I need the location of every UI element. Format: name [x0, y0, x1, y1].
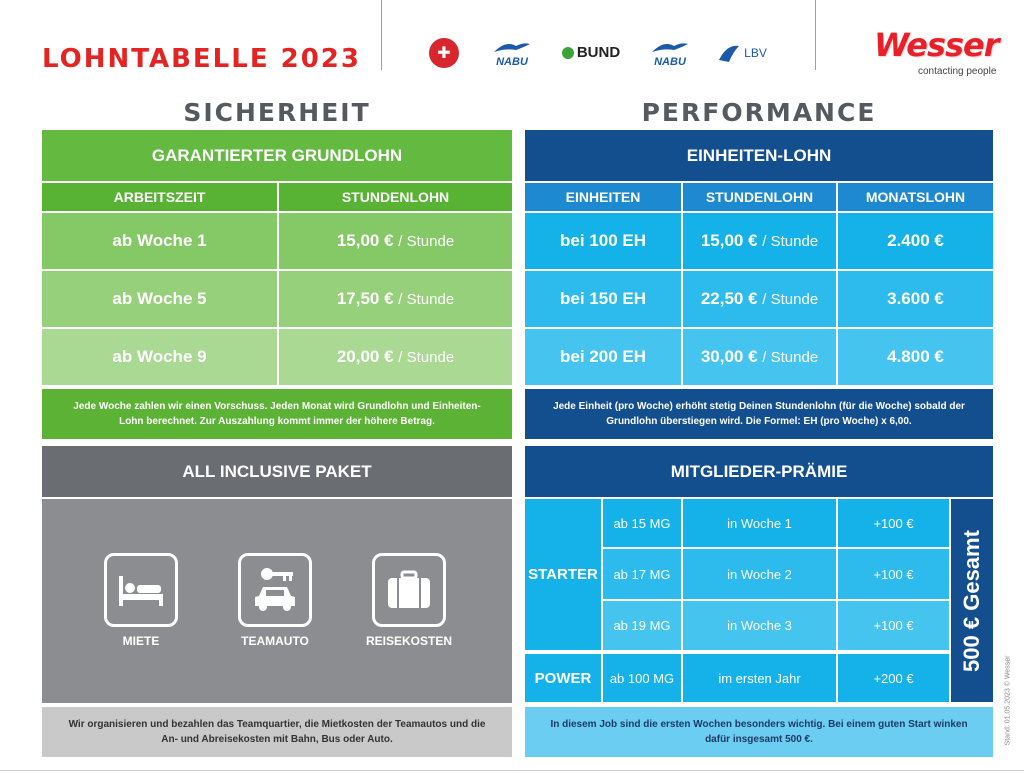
label-teamauto: TEAMAUTO [241, 634, 309, 648]
bonus-total-box [951, 499, 993, 702]
bund-logo: BUND [553, 30, 629, 75]
nabu-logo: NABU [484, 30, 540, 75]
page-title: LOHNTABELLE 2023 [42, 44, 361, 74]
bonus-when: im ersten Jahr [683, 654, 836, 702]
grundlohn-period: ab Woche 5 [42, 271, 277, 327]
einheiten-rate: 30,00 € / Stunde [683, 329, 836, 385]
security-heading: SICHERHEIT [183, 98, 371, 127]
col-monatslohn: MONATSLOHN [838, 183, 993, 211]
bonus-when: in Woche 1 [683, 499, 836, 547]
bonus-total: 500 € Gesamt [959, 529, 984, 672]
col-stundenlohn: STUNDENLOHN [683, 183, 836, 211]
header-divider [381, 0, 382, 70]
bonus-when: in Woche 3 [683, 601, 836, 650]
grundlohn-rate: 15,00 € / Stunde [279, 213, 512, 269]
brand-logo: Wesser [874, 26, 999, 64]
stork-icon [492, 38, 532, 56]
einheiten-monthly: 2.400 € [838, 213, 993, 269]
bonus-amount: +200 € [838, 654, 949, 702]
einheiten-rate: 15,00 € / Stunde [683, 213, 836, 269]
einheiten-units: bei 150 EH [525, 271, 681, 327]
col-stundenlohn: STUNDENLOHN [279, 183, 512, 211]
cross-icon: ✚ [429, 38, 459, 68]
col-arbeitszeit: ARBEITSZEIT [42, 183, 277, 211]
leaf-icon [562, 47, 574, 59]
grundlohn-note: Jede Woche zahlen wir einen Vorschuss. Jeden Monat wird Grundlohn und Einheiten-Lohn berechnet. Zur Auszahlung kommt immer der höhere Betrag. [42, 389, 512, 439]
stand-stamp: Stand: 01.05.2023 © Wesser [1004, 655, 1012, 745]
einheiten-monthly: 3.600 € [838, 271, 993, 327]
bonus-amount: +100 € [838, 549, 949, 599]
grundlohn-rate: 20,00 € / Stunde [279, 329, 512, 385]
bonus-mg: ab 17 MG [603, 549, 681, 599]
label-reisekosten: REISEKOSTEN [365, 634, 452, 648]
power-label: POWER [525, 654, 601, 702]
nabu-stiftung-logo: NABU [642, 30, 698, 75]
package-note: Wir organisieren und bezahlen das Teamquartier, die Mietkosten der Teamautos und die An- und Abreisekosten mit Bahn, Bus oder Auto. [42, 707, 512, 757]
bird-icon [717, 42, 741, 64]
lbv-logo: LBV [710, 30, 774, 75]
col-einheiten: EINHEITEN [525, 183, 681, 211]
label-miete: MIETE [122, 634, 160, 648]
stork-icon [650, 38, 690, 56]
bonus-amount: +100 € [838, 499, 949, 547]
einheiten-title: EINHEITEN-LOHN [525, 130, 993, 181]
einheiten-rate: 22,50 € / Stunde [683, 271, 836, 327]
header-divider [815, 0, 816, 70]
grundlohn-title: GARANTIERTER GRUNDLOHN [42, 130, 512, 181]
bonus-mg: ab 100 MG [603, 654, 681, 702]
grundlohn-period: ab Woche 1 [42, 213, 277, 269]
grundlohn-period: ab Woche 9 [42, 329, 277, 385]
bed-icon [104, 553, 178, 627]
einheiten-units: bei 200 EH [525, 329, 681, 385]
starter-label: STARTER [525, 499, 601, 650]
bonus-amount: +100 € [838, 601, 949, 650]
einheiten-units: bei 100 EH [525, 213, 681, 269]
package-title: ALL INCLUSIVE PAKET [42, 446, 512, 497]
performance-heading: PERFORMANCE [641, 98, 877, 127]
bonus-title: MITGLIEDER-PRÄMIE [525, 446, 993, 497]
car-key-icon [238, 553, 312, 627]
grundlohn-rate: 17,50 € / Stunde [279, 271, 512, 327]
bonus-note: In diesem Job sind die ersten Wochen besonders wichtig. Bei einem guten Start winken dafür insgesamt 500 €. [525, 707, 993, 757]
page-bottom-line [0, 770, 1024, 771]
johanniter-logo [426, 30, 462, 75]
bonus-when: in Woche 2 [683, 549, 836, 599]
brand-tagline: contacting people [918, 66, 997, 77]
einheiten-note: Jede Einheit (pro Woche) erhöht stetig Deinen Stundenlohn (für die Woche) sobald der Grundlohn überstiegen wird. Die Formel: EH (pro Woche) x 6,00. [525, 389, 993, 439]
einheiten-monthly: 4.800 € [838, 329, 993, 385]
bonus-mg: ab 15 MG [603, 499, 681, 547]
bonus-mg: ab 19 MG [603, 601, 681, 650]
suitcase-icon [372, 553, 446, 627]
